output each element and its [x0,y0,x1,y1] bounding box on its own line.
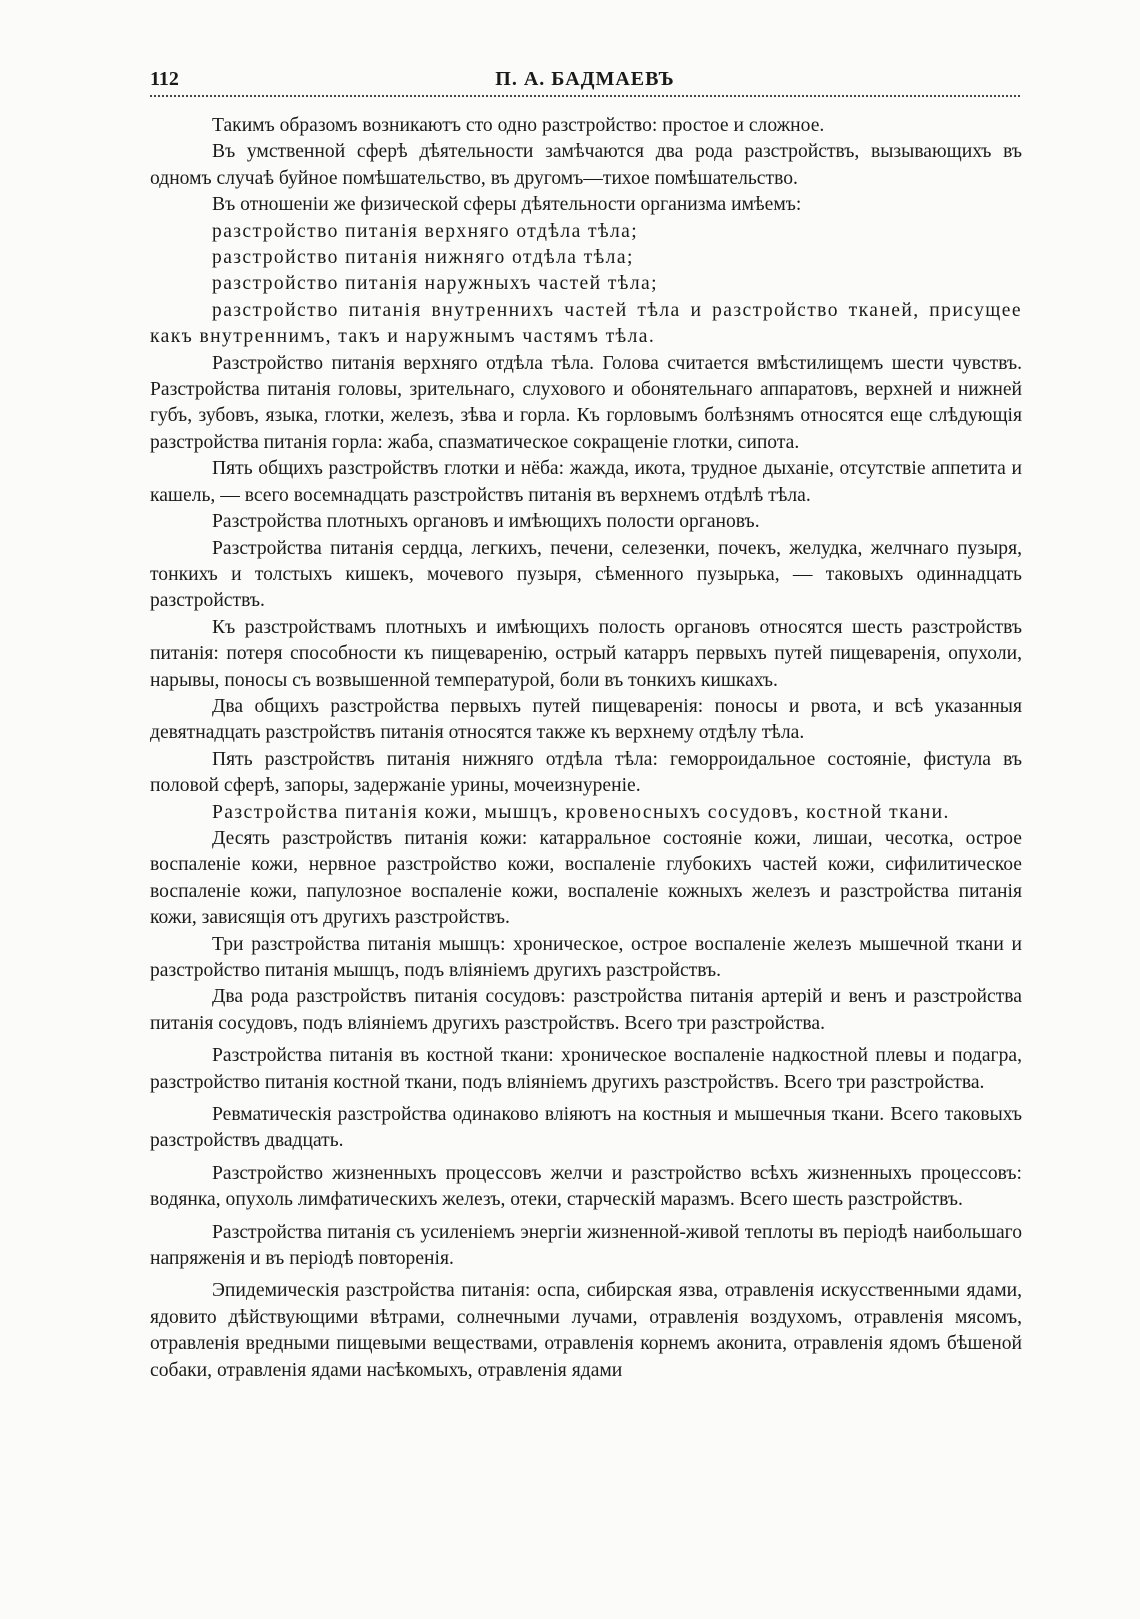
header-rule [150,95,1020,101]
paragraph: Два рода разстройствъ питанія сосудовъ: разстройства питанія артерій и венъ и разстройства питанія сосудовъ, подъ вліяніемъ другихъ разстройствъ. Всего три разстройства. [150,986,1022,1034]
list-line: разстройство питанія внутреннихъ частей тѣла и разстройство тканей, присущее какъ внутреннимъ, такъ и наружнымъ частямъ тѣла. [150,299,1022,348]
paragraph: Эпидемическія разстройства питанія: оспа, сибирская язва, отравленія искусственными ядами, ядовито дѣйствующими вѣтрами, солнечными лучами, отравленія воздухомъ, отравленія мясомъ, отравленія вредными пищевыми веществами, отравленія корнемъ аконита, отравленія ядомъ бѣшеной собаки, отравленія ядами насѣкомыхъ, отравленія ядами [150,1280,1022,1381]
section-heading: Разстройства плотныхъ органовъ и имѣющихъ полости органовъ. [212,511,760,533]
list-line: разстройство питанія верхняго отдѣла тѣла; [212,220,639,242]
page-number: 112 [150,68,179,90]
section-heading: Разстройства питанія кожи, мышцъ, кровеносныхъ сосудовъ, костной ткани. [212,801,950,823]
list-line: разстройство питанія наружныхъ частей тѣла; [212,273,658,295]
paragraph: Такимъ образомъ возникаютъ сто одно разстройство: простое и сложное. [212,115,825,136]
paragraph: Пять общихъ разстройствъ глотки и нёба: жажда, икота, трудное дыханіе, отсутствіе аппетита и кашель, — всего восемнадцать разстройствъ питанія въ верхнемъ отдѣлѣ тѣла. [150,458,1022,506]
paragraph: Къ разстройствамъ плотныхъ и имѣющихъ полость органовъ относятся шесть разстройствъ питанія: потеря способности къ пищеваренію, острый катарръ первыхъ путей пищеваренія, опухоли, нарывы, поносы съ возвышенной температурой, боли въ тонкихъ кишкахъ. [150,616,1022,691]
paragraph: Три разстройства питанія мышцъ: хроническое, острое воспаленіе железъ мышечной ткани и разстройство питанія мышцъ, подъ вліяніемъ другихъ разстройствъ. [150,933,1022,981]
body-text [150,113,1022,1384]
paragraph: Два общихъ разстройства первыхъ путей пищеваренія: поносы и рвота, и всѣ указанныя девятнадцать разстройствъ питанія относятся также къ верхнему отдѣлу тѣла. [150,695,1022,744]
paragraph: Десять разстройствъ питанія кожи: катарральное состояніе кожи, лишаи, чесотка, острое воспаленіе кожи, нервное разстройство кожи, воспаленіе глубокихъ частей кожи, сифилитическое воспаленіе кожи, папулозное воспаленіе кожи, воспаленіе кожныхъ железъ и разстройства питанія кожи, зависящія отъ другихъ разстройствъ. [150,827,1022,929]
paragraph: Въ отношеніи же физической сферы дѣятельности организма имѣемъ: [212,194,802,216]
paragraph: Разстройства питанія съ усиленіемъ энергіи жизненной-живой теплоты въ періодѣ наибольшаго напряженія и въ періодѣ повторенія. [150,1221,1022,1270]
running-head: П. А. БАДМАЕВЪ [495,68,675,90]
paragraph: Разстройства питанія сердца, легкихъ, печени, селезенки, почекъ, желудка, желчнаго пузыря, тонкихъ и толстыхъ кишекъ, мочевого пузыря, сѣменного пузырька, — таковыхъ одиннадцать разстройствъ. [150,537,1022,612]
paragraph: Разстройство жизненныхъ процессовъ желчи и разстройство всѣхъ жизненныхъ процессовъ: водянка, опухоль лимфатическихъ железъ, отеки, старческій маразмъ. Всего шесть разстройствъ. [150,1162,1022,1211]
paragraph: Разстройства питанія въ костной ткани: хроническое воспаленіе надкостной плевы и подагра, разстройство питанія костной ткани, подъ вліяніемъ другихъ разстройствъ. Всего три разстройства. [150,1045,1022,1093]
paragraph: Ревматическія разстройства одинаково вліяютъ на костныя и мышечныя ткани. Всего таковыхъ разстройствъ двадцать. [150,1104,1022,1152]
paragraph: Въ умственной сферѣ дѣятельности замѣчаются два рода разстройствъ, вызывающихъ въ одномъ случаѣ буйное помѣшательство, въ другомъ—тихое помѣшательство. [150,141,1022,189]
paragraph: Разстройство питанія верхняго отдѣла тѣла. Голова считается вмѣстилищемъ шести чувствъ. Разстройства питанія головы, зрительнаго, слухового и обонятельнаго аппаратовъ, верхней и нижней губъ, зубовъ, языка, глотки, железъ, зѣва и горла. Къ горловымъ болѣзнямъ относятся еще слѣдующія разстройства питанія горла: жаба, спазматическое сокращеніе глотки, сипота. [150,352,1022,453]
list-line: разстройство питанія нижняго отдѣла тѣла; [212,247,634,269]
paragraph: Пять разстройствъ питанія нижняго отдѣла тѣла: геморроидальное состояніе, фистула въ половой сферѣ, запоры, задержаніе урины, мочеизнуреніе. [150,748,1022,797]
